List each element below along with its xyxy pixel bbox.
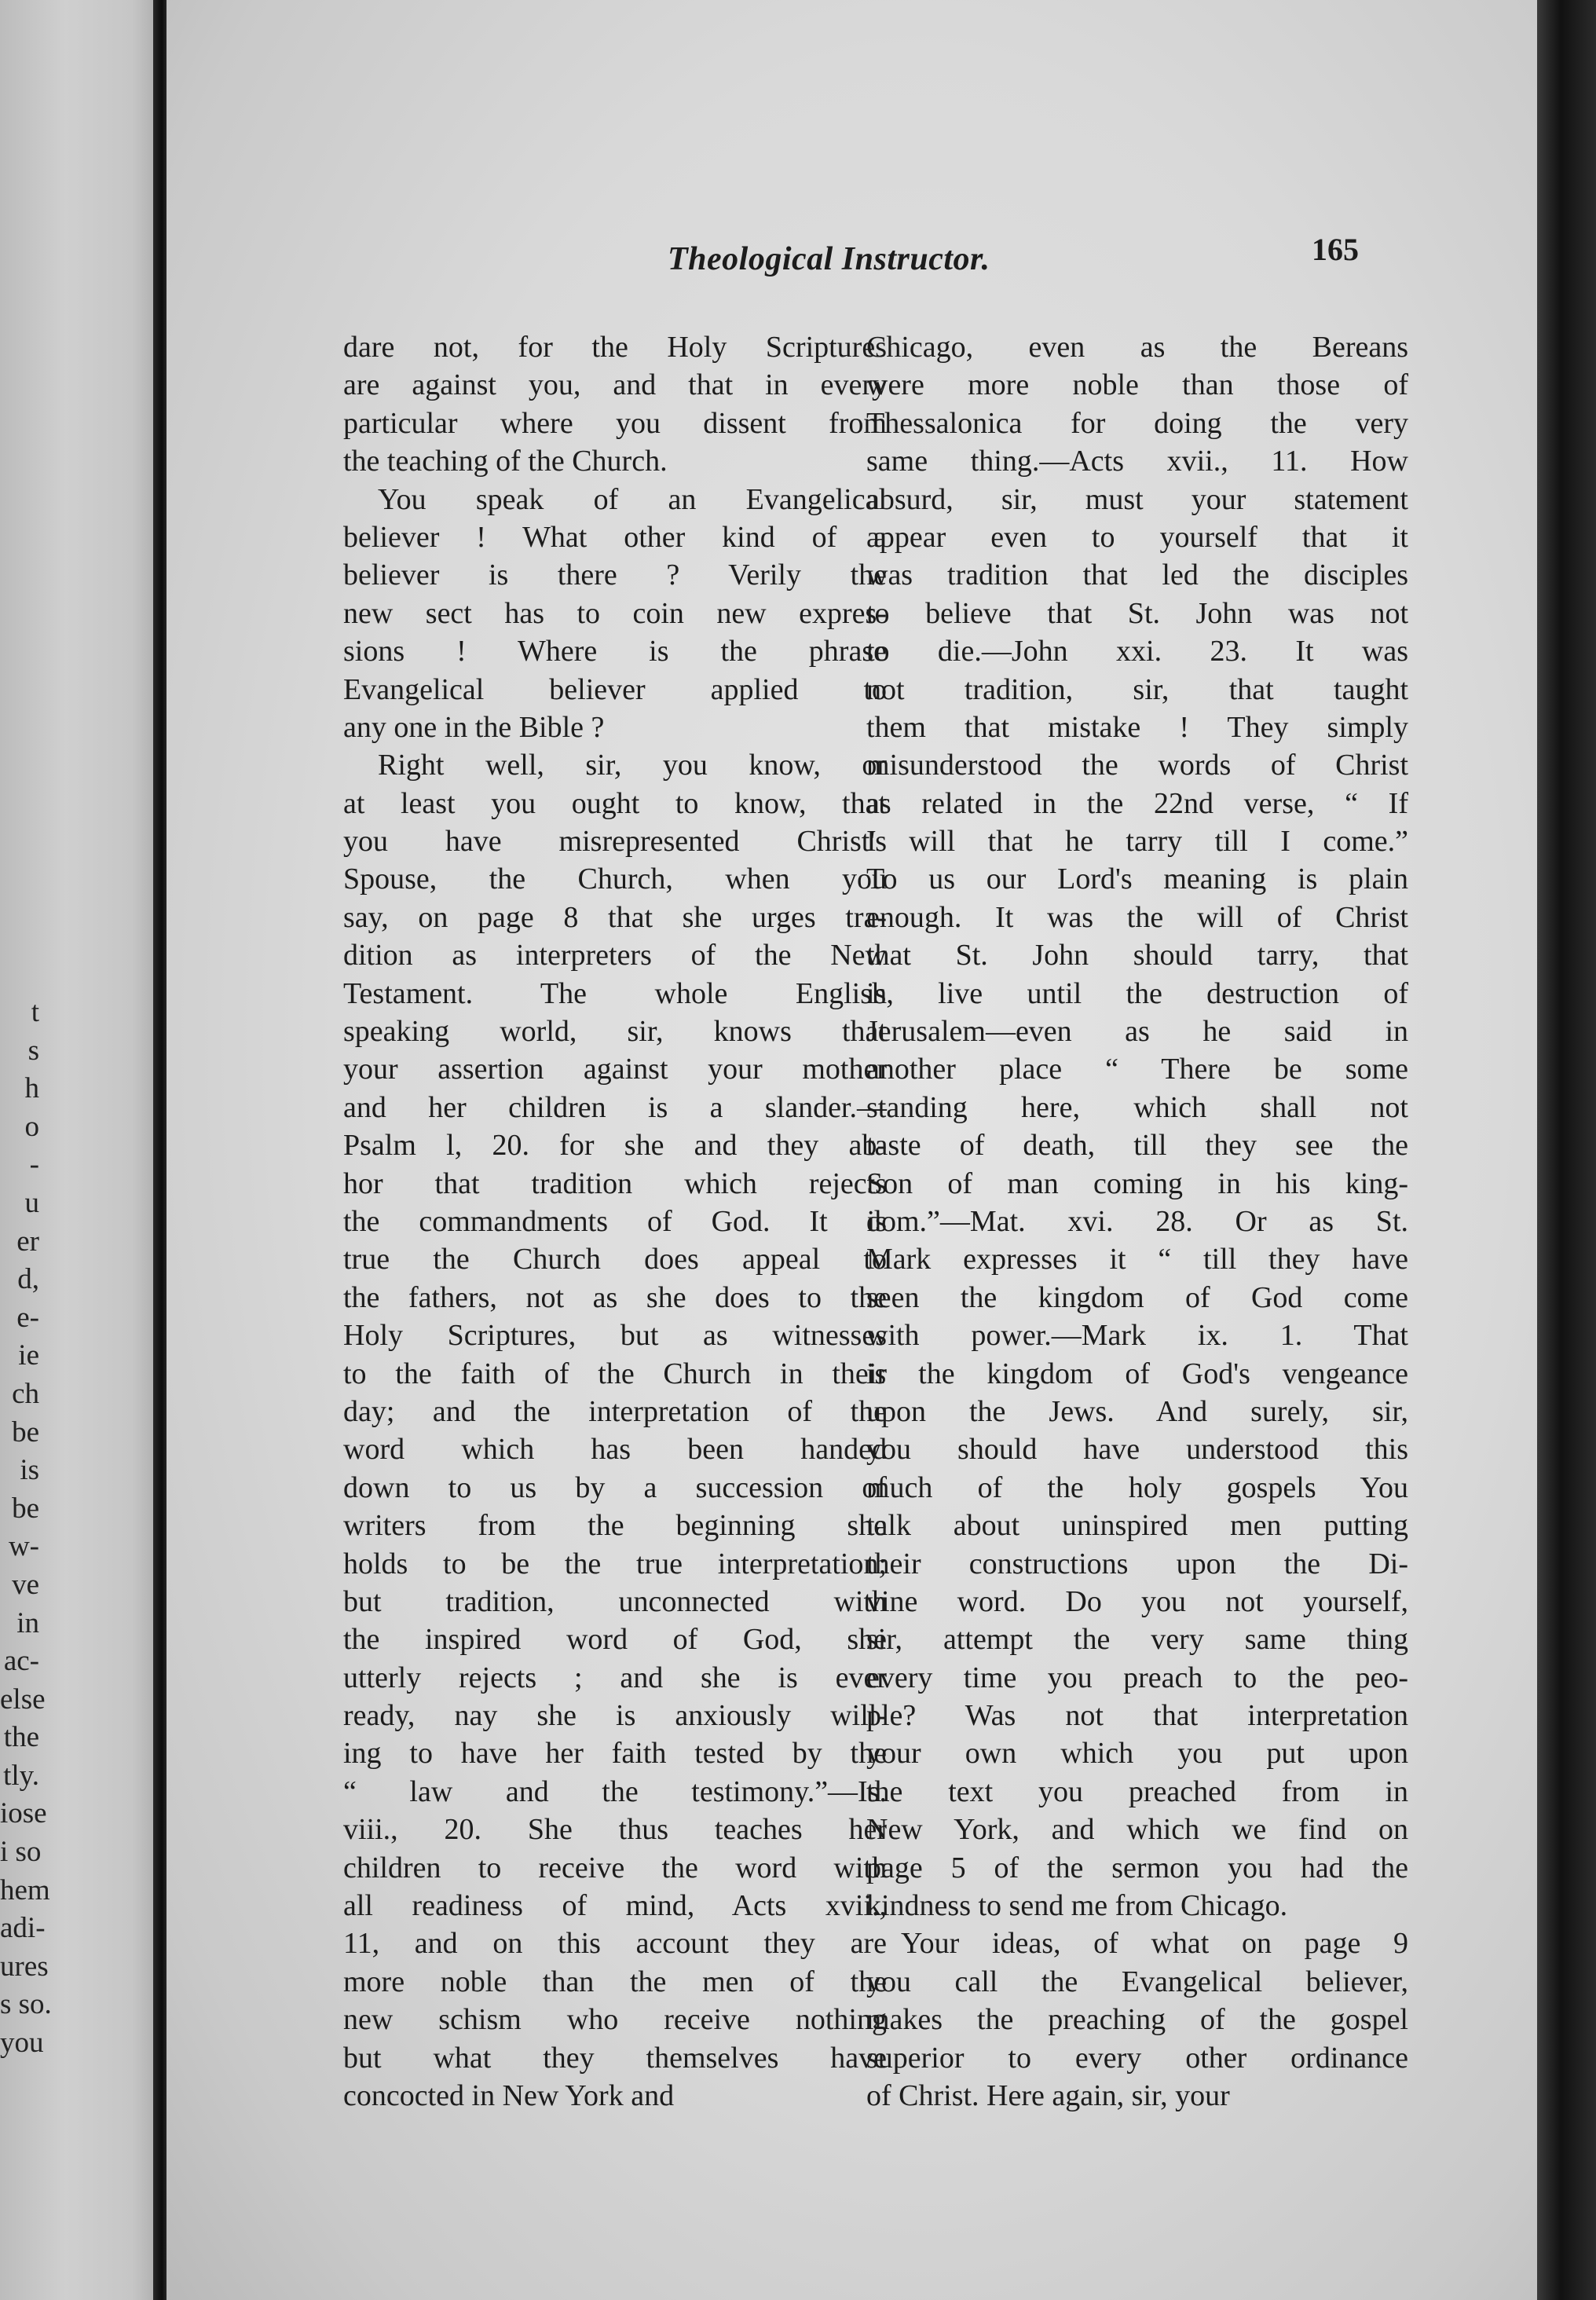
text-line: to the faith of the Church in their [343,1357,887,1390]
text-line: utterly rejects ; and she is ever [343,1661,887,1694]
fragment-line: in [16,1606,39,1639]
text-line: as related in the 22nd verse, “ If [866,786,1408,820]
fragment-line: t [31,996,39,1028]
text-column-right [866,328,1408,2115]
text-line: not tradition, sir, that taught [866,672,1408,706]
text-line: viii., 20. She thus teaches her [343,1813,887,1847]
text-line: the commandments of God. It is [343,1204,887,1238]
text-line: more noble than the men of the [343,1965,887,1998]
text-line: word which has been handed [343,1433,887,1467]
fragment-line: w- [8,1530,39,1563]
left-page-edge [0,0,165,2300]
text-line: taste of death, till they see the [866,1129,1408,1163]
text-line: any one in the Bible ? [343,710,605,744]
fragment-line: o [24,1110,39,1143]
text-line: another place “ There be some [866,1053,1408,1086]
text-line: kindness to send me from Chicago. [866,1889,1288,1923]
fragment-line: iose [0,1797,47,1830]
fragment-line: be [12,1416,39,1448]
text-line: to die.—John xxi. 23. It was [866,635,1408,668]
text-line: day; and the interpretation of the [343,1394,887,1428]
paragraph [343,481,887,747]
running-header [668,232,1359,288]
fragment-line: s so. [0,1988,52,2021]
text-line: writers from the beginning she [343,1509,887,1543]
text-line: Chicago, even as the Bereans [866,331,1408,364]
fragment-line: you [0,2027,44,2060]
text-line: New York, and which we find on [866,1813,1408,1847]
text-line: but tradition, unconnected with [343,1584,887,1618]
text-line: 11, and on this account they are [343,1927,887,1961]
text-line: You speak of an Evangelical [378,482,887,516]
text-line: talk about uninspired men putting [866,1509,1408,1543]
fragment-line: adi- [0,1912,46,1945]
text-line: absurd, sir, must your statement [866,482,1408,516]
fragment-line: ac- [3,1645,39,1678]
fragment-line: u [24,1186,39,1219]
text-line: Holy Scriptures, but as witnesses [343,1319,887,1353]
text-line: Evangelical believer applied to [343,672,887,706]
text-line: sir, attempt the very same thing [866,1623,1408,1657]
text-line: their constructions upon the Di- [866,1547,1408,1580]
text-line: Son of man coming in his king- [866,1166,1408,1200]
text-line: with power.—Mark ix. 1. That [866,1319,1408,1353]
text-line: hor that tradition which rejects [343,1166,887,1200]
text-line: of Christ. Here again, sir, your [866,2078,1230,2112]
text-line: were more noble than those of [866,368,1408,402]
fragment-line: ie [18,1339,39,1372]
text-line: sions ! Where is the phrase [343,635,887,668]
text-line: children to receive the word with [343,1851,887,1884]
running-title: Theological Instructor. [668,241,990,277]
text-line: standing here, which shall not [866,1090,1408,1124]
text-line: them that mistake ! They simply [866,710,1408,744]
text-line: ing to have her faith tested by the [343,1737,887,1771]
right-edge-shadow [1537,0,1596,2300]
text-line: you should have understood this [866,1433,1408,1467]
text-line: all readiness of mind, Acts xvii., [343,1889,887,1923]
fragment-line: ures [0,1950,49,1983]
text-line: the text you preached from in [866,1774,1408,1808]
text-column-left [343,328,887,2115]
text-line: “ law and the testimony.”—Is. [343,1774,887,1808]
text-line: makes the preaching of the gospel [866,2003,1408,2037]
text-line: holds to be the true interpretation; [343,1547,887,1580]
text-line: dom.”—Mat. xvi. 28. Or as St. [866,1204,1408,1238]
text-line: vine word. Do you not yourself, [866,1584,1408,1618]
left-page-fragments [0,994,157,2063]
text-line: is the kingdom of God's vengeance [866,1357,1408,1390]
text-line: to believe that St. John was not [866,596,1408,630]
text-line: you call the Evangelical believer, [866,1965,1408,1998]
text-line: much of the holy gospels You [866,1470,1408,1504]
text-line: dition as interpreters of the New [343,939,887,972]
paragraph [343,328,887,481]
text-line: you have misrepresented Christ's [343,825,887,859]
text-line: was tradition that led the disciples [866,559,1408,592]
text-line: upon the Jews. And surely, sir, [866,1394,1408,1428]
fragment-line: ve [12,1568,39,1601]
paragraph [343,746,887,2115]
text-line: appear even to yourself that it [866,520,1408,554]
text-line: every time you preach to the peo- [866,1661,1408,1694]
fragment-line: tly. [3,1759,39,1792]
text-line: say, on page 8 that she urges tra- [343,900,887,934]
text-line: concocted in New York and [343,2078,675,2112]
text-line: seen the kingdom of God come [866,1280,1408,1314]
text-line: Spouse, the Church, when you [343,862,887,896]
text-line: true the Church does appeal to [343,1243,887,1276]
text-line: Right well, sir, you know, or [378,749,887,782]
text-line: new sect has to coin new expres- [343,596,887,630]
text-line: particular where you dissent from [343,406,887,440]
paragraph [866,1925,1408,2115]
text-line: dare not, for the Holy Scriptures [343,331,887,364]
text-line: Jerusalem—even as he said in [866,1015,1408,1049]
text-line: the teaching of the Church. [343,445,668,478]
fragment-line: is [20,1454,39,1487]
text-line: enough. It was the will of Christ [866,900,1408,934]
fragment-line: be [12,1492,39,1525]
text-line: is, live until the destruction of [866,976,1408,1010]
text-line: Your ideas, of what on page 9 [901,1927,1408,1961]
text-line: Thessalonica for doing the very [866,406,1408,440]
fragment-line: er [16,1225,39,1258]
fragment-line: hem [0,1873,50,1906]
text-line: I will that he tarry till I come.” [866,825,1408,859]
text-line: believer ! What other kind of a [343,520,887,554]
text-line: down to us by a succession of [343,1470,887,1504]
page-number: 165 [1312,232,1359,267]
fragment-line: h [24,1072,39,1105]
text-line: Psalm l, 20. for she and they ab- [343,1129,887,1163]
text-line: your own which you put upon [866,1737,1408,1771]
fragment-line: the [3,1721,39,1754]
fragment-line: s [27,1034,39,1067]
text-line: your assertion against your mother [343,1053,887,1086]
text-line: ple? Was not that interpretation [866,1699,1408,1733]
fragment-line: ch [12,1377,39,1410]
fragment-line: d, [17,1263,39,1296]
fragment-line: i so [0,1836,42,1869]
text-line: new schism who receive nothing [343,2003,887,2037]
text-line: Testament. The whole English [343,976,887,1010]
text-line: the fathers, not as she does to the [343,1280,887,1314]
fragment-line: e- [16,1301,39,1334]
text-line: misunderstood the words of Christ [866,749,1408,782]
text-line: speaking world, sir, knows that [343,1015,887,1049]
fragment-line: else [0,1683,46,1716]
text-line: same thing.—Acts xvii., 11. How [866,445,1408,478]
text-line: at least you ought to know, that [343,786,887,820]
text-line: that St. John should tarry, that [866,939,1408,972]
text-line: ready, nay she is anxiously will- [343,1699,887,1733]
text-line: page 5 of the sermon you had the [866,1851,1408,1884]
fragment-line: - [29,1148,39,1181]
text-line: To us our Lord's meaning is plain [866,862,1408,896]
text-line: believer is there ? Verily the [343,559,887,592]
text-line: but what they themselves have [343,2041,887,2075]
text-line: are against you, and that in every [343,368,887,402]
text-line: the inspired word of God, she [343,1623,887,1657]
text-line: superior to every other ordinance [866,2041,1408,2075]
paragraph [866,328,1408,1925]
text-line: and her children is a slander.— [343,1090,887,1124]
text-line: Mark expresses it “ till they have [866,1243,1408,1276]
